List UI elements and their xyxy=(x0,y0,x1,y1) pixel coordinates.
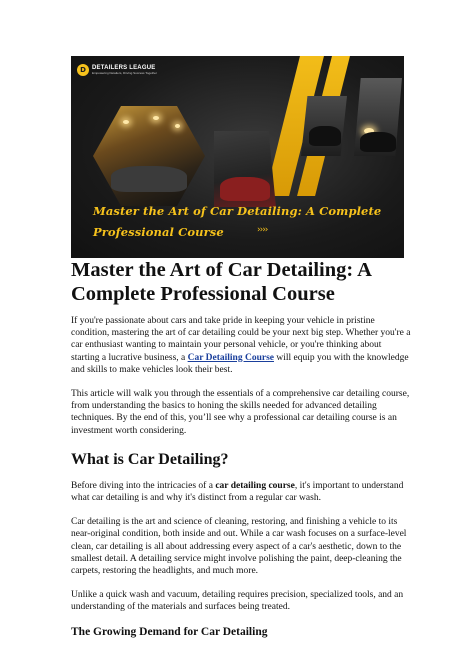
section-intro-text: , it's important to understand what car detailing is and why it's distinct from a regular car wash. xyxy=(71,480,404,504)
intro-text: If you're passionate about cars and take pride in keeping your vehicle in pristine condition, mastering the art of car detailing could be your next big step. Whether you're a car enthusiast wanting to maintain your personal vehicle, or you're thinking about starting a lucrative business, a xyxy=(71,316,411,363)
ceiling-light-icon xyxy=(123,120,129,124)
banner-title-line: Professional Course xyxy=(93,225,224,239)
banner-title xyxy=(93,201,393,243)
car-silhouette-icon xyxy=(309,126,341,146)
intro-text: will equip you with the knowledge and skills to make vehicles look their best. xyxy=(71,352,409,375)
section-intro-paragraph xyxy=(71,480,411,504)
car-detailing-course-link[interactable]: Car Detailing Course xyxy=(187,352,274,363)
section-intro-text: Before diving into the intricacies of a xyxy=(71,480,216,491)
definition-paragraph: Car detailing is the art and science of cleaning, restoring, and finishing a vehicle to its near-original condition, both inside and out. While a car wash focuses on a surface-level clean, car detailing is all about addressing every aspect of a car's aesthetic, down to the smallest detail. A detailing service might involve polishing the paint, deep-cleaning the carpets, restoring the headlights, and much more. xyxy=(71,517,407,577)
logo-emblem-icon: D xyxy=(77,64,89,76)
chevrons-icon: ›››› xyxy=(257,225,268,235)
hero-banner xyxy=(71,56,404,258)
detailer-photo xyxy=(214,131,276,207)
comparison-paragraph: Unlike a quick wash and vacuum, detailing requires precision, specialized tools, and an understanding of the materials and surfaces being treated. xyxy=(71,590,404,613)
banner-title-line: Master the Art of Car Detailing: A Complete xyxy=(93,204,382,218)
subheading: The Growing Demand for Car Detailing xyxy=(71,625,268,638)
overview-paragraph: This article will walk you through the essentials of a comprehensive car detailing course, from understanding the basics to honing the skills needed for advanced detailing techniques. By the end of this, you’ll see why a professional car detailing course is an investment worth considering. xyxy=(71,389,410,436)
intro-paragraph xyxy=(71,315,411,376)
brand-logo xyxy=(77,63,157,77)
logo-name: DETAILERS LEAGUE xyxy=(92,65,156,71)
car-silhouette-icon xyxy=(220,177,270,201)
car-silhouette-icon xyxy=(360,132,396,152)
car-silhouette-icon xyxy=(111,166,187,192)
ceiling-light-icon xyxy=(153,116,159,120)
polishing-photo xyxy=(301,96,347,156)
headlight-photo xyxy=(354,78,402,156)
article-body xyxy=(71,258,411,639)
emphasis-text: car detailing course xyxy=(215,480,295,491)
ceiling-light-icon xyxy=(175,124,180,128)
logo-tagline: Empowering Detailers, Driving Success Together xyxy=(92,71,157,75)
section-heading: What is Car Detailing? xyxy=(71,450,229,468)
article-title: Master the Art of Car Detailing: A Complete Professional Course xyxy=(71,259,371,305)
